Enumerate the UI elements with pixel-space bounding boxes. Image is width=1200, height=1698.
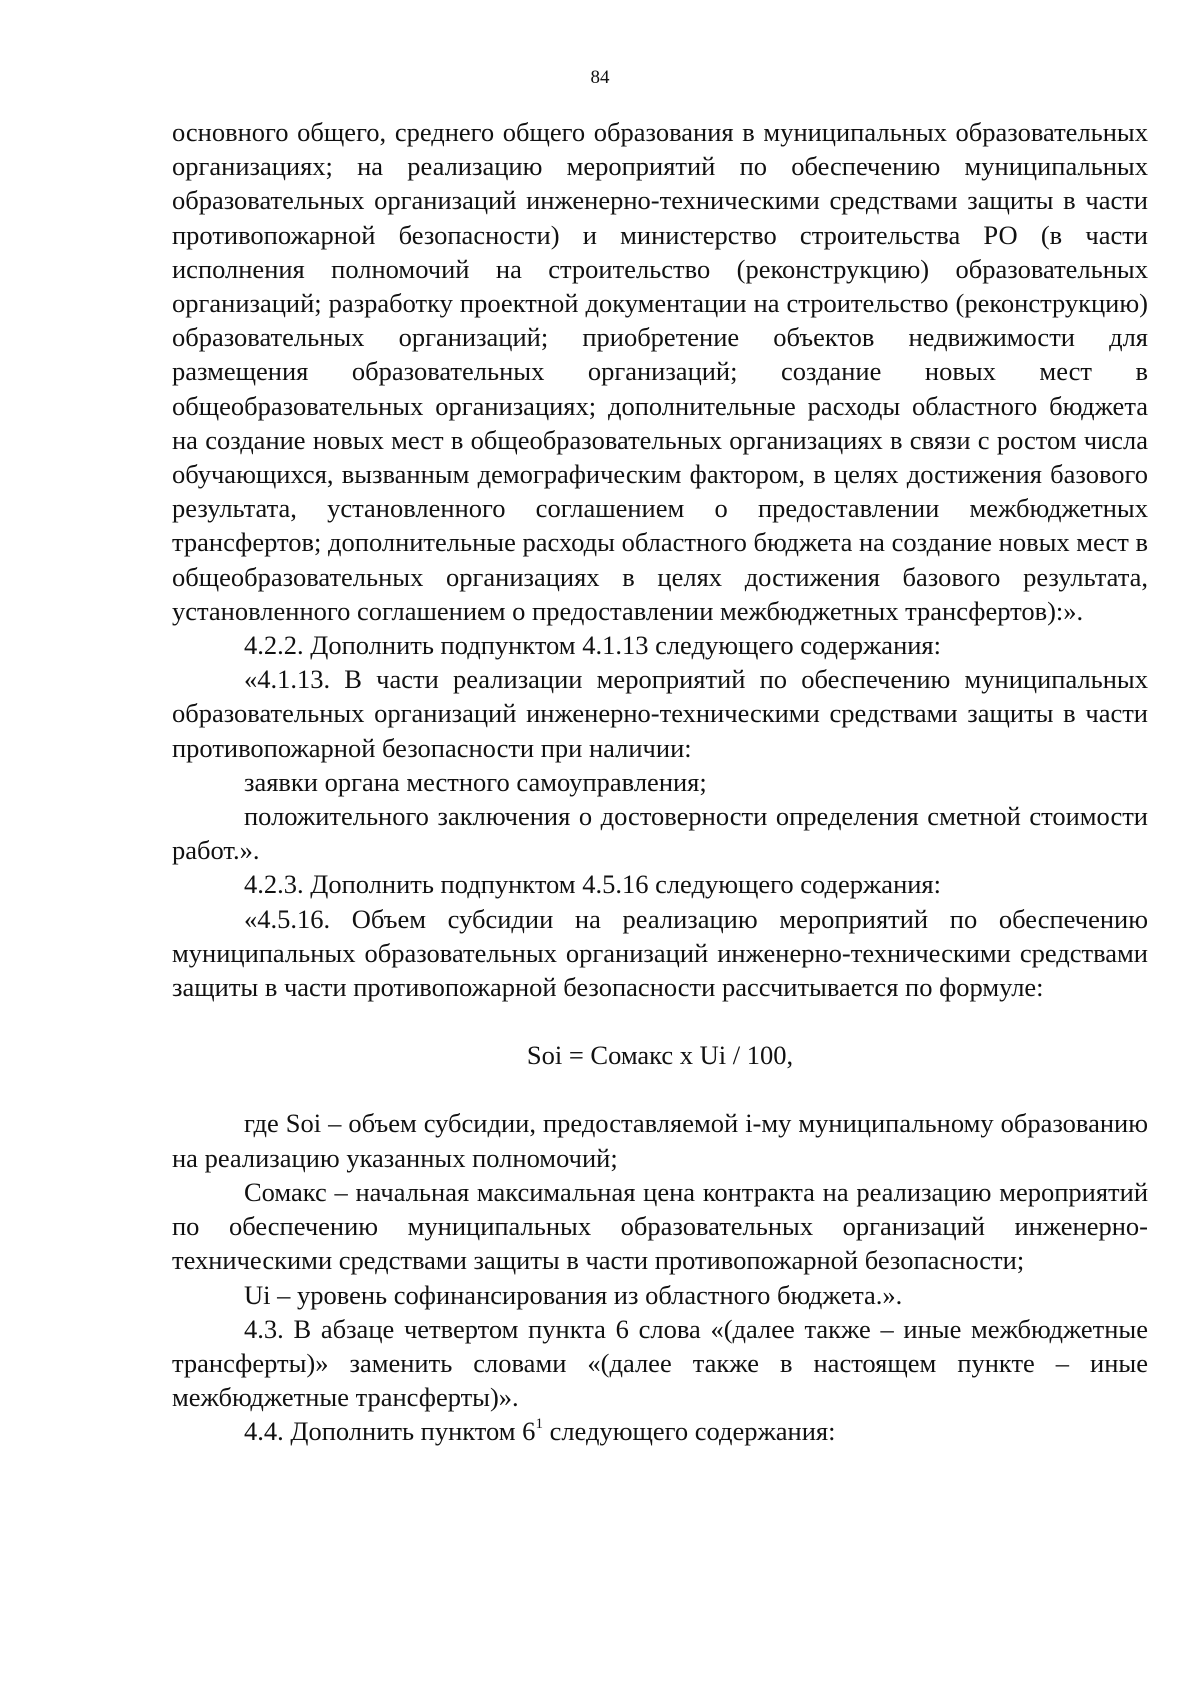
paragraph-soi-definition: где Soi – объем субсидии, предоставляемой i-му муниципальному образованию на реализацию указанных полномочий; [172, 1108, 1148, 1173]
superscript-index: 1 [535, 1416, 543, 1433]
paragraph-4-2-3: 4.2.3. Дополнить подпунктом 4.5.16 следующего содержания: [244, 869, 941, 900]
paragraph-application-item: заявки органа местного самоуправления; [244, 766, 707, 797]
paragraph-continuation: основного общего, среднего общего образования в муниципальных образовательных организациях; на реализацию мероприятий по обеспечению муниципальных образовательных организаций инженерно-техническими средствами защиты в части противопожарной безопасности) и министерство строительства РО (в части исполнения полномочий на строительство (реконструкцию) образовательных организаций; разработку проектной документации на строительство (реконструкцию) образовательных организаций; приобретение объектов недвижимости для размещения образовательных организаций; создание новых мест в общеобразовательных организациях; дополнительные расходы областного бюджета на создание новых мест в общеобразовательных организациях в связи с ростом числа обучающихся, вызванным демографическим фактором, в целях достижения базового результата, установленного соглашением о предоставлении межбюджетных трансфертов; дополнительные расходы областного бюджета на создание новых мест в общеобразовательных организациях в целях достижения базового результата, установленного соглашением о предоставлении межбюджетных трансфертов):». [172, 117, 1148, 626]
paragraph-somax-definition: Сомакс – начальная максимальная цена контракта на реализацию мероприятий по обеспечению муниципальных образовательных организаций инженерно-техническими средствами защиты в части противопожарной безопасности; [172, 1176, 1148, 1276]
paragraph-4-4 [172, 1414, 1148, 1448]
paragraph-4-5-16: «4.5.16. Объем субсидии на реализацию мероприятий по обеспечению муниципальных образовательных организаций инженерно-техническими средствами защиты в части противопожарной безопасности рассчитывается по формуле: [172, 903, 1148, 1003]
paragraph-4-4-text: 4.4. Дополнить пунктом 6 [244, 1416, 536, 1447]
document-body [172, 115, 1148, 1449]
subsidy-formula: Soi = Сомакс x Ui / 100, [526, 1040, 794, 1071]
paragraph-4-3: 4.3. В абзаце четвертом пункта 6 слова «(далее также – иные межбюджетные трансферты)» заменить словами «(далее также в настоящем пункте – иные межбюджетные трансферты)». [172, 1313, 1148, 1413]
paragraph-4-1-13: «4.1.13. В части реализации мероприятий по обеспечению муниципальных образовательных организаций инженерно-техническими средствами защиты в части противопожарной безопасности при наличии: [172, 664, 1148, 763]
paragraph-4-4-tail: следующего содержания: [542, 1416, 836, 1447]
paragraph-4-2-2: 4.2.2. Дополнить подпунктом 4.1.13 следующего содержания: [244, 630, 941, 661]
page-number: 84 [590, 67, 610, 88]
paragraph-ui-definition: Ui – уровень софинансирования из областного бюджета.». [244, 1279, 903, 1310]
paragraph-conclusion-item: положительного заключения о достоверности определения сметной стоимости работ.». [172, 801, 1148, 866]
